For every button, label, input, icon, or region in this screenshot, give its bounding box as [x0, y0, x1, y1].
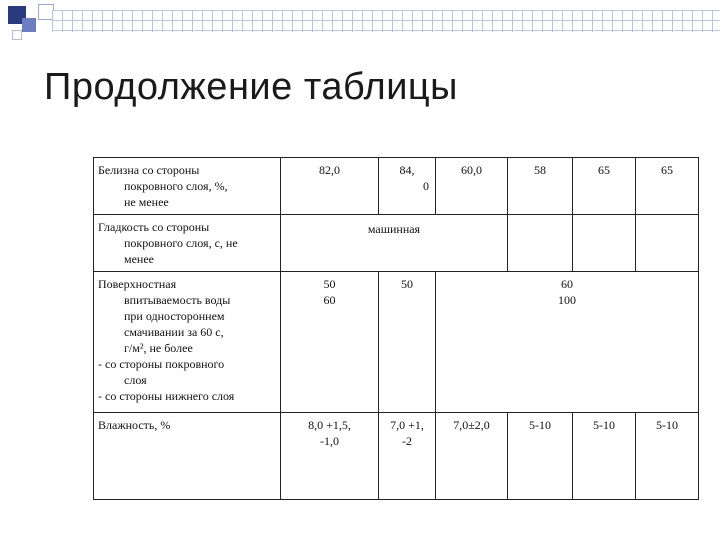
table-cell: 65: [636, 158, 699, 215]
spec-table: [93, 157, 699, 500]
table-cell: [573, 215, 636, 272]
table-cell: [636, 215, 699, 272]
table-cell: 82,0: [281, 158, 379, 215]
table-row: [94, 158, 699, 215]
table-cell: 60,0: [436, 158, 508, 215]
table-row: [94, 215, 699, 272]
row-label: Влажность, %: [94, 413, 281, 500]
table-cell: 5-10: [573, 413, 636, 500]
row-label: Гладкость со стороны покровного слоя, с, не менее: [94, 215, 281, 272]
table-cell: 7,0 +1, -2: [379, 413, 436, 500]
table-cell: 65: [573, 158, 636, 215]
table-cell-merged: машинная: [281, 215, 508, 272]
row-label: Поверхностная впитываемость воды при одностороннем смачивании за 60 с, г/м², не более - со стороны покровного слоя - со стороны нижнего слоя: [94, 272, 281, 413]
table-cell: [508, 215, 573, 272]
table-cell: 5-10: [508, 413, 573, 500]
table-cell: 50: [379, 272, 436, 413]
slide-title: Продолжение таблицы: [44, 66, 458, 108]
table-row: [94, 272, 699, 413]
table-cell: 5-10: [636, 413, 699, 500]
decor-square-mid: [22, 18, 36, 32]
table-cell: 50 60: [281, 272, 379, 413]
row-label: Белизна со стороны покровного слоя, %, не менее: [94, 158, 281, 215]
table-cell-merged: 60 100: [436, 272, 699, 413]
table-row: [94, 413, 699, 500]
table-cell: 7,0±2,0: [436, 413, 508, 500]
table-cell: 58: [508, 158, 573, 215]
decor-grid-bar: [52, 10, 720, 32]
table-cell: 84, 0: [379, 158, 436, 215]
decor-square-small: [12, 30, 22, 40]
table-cell: 8,0 +1,5, -1,0: [281, 413, 379, 500]
